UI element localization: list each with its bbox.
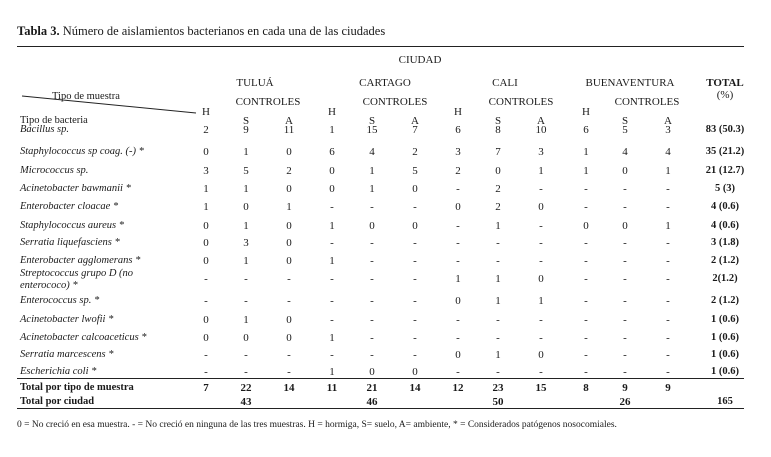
controles-tulua: CONTROLES xyxy=(235,96,301,108)
city-cali: CALI xyxy=(492,77,518,89)
table-cell: - xyxy=(370,201,374,213)
table-cell: - xyxy=(287,273,291,285)
row-total: 2 (1.2) xyxy=(711,295,739,306)
table-cell: - xyxy=(456,183,460,195)
footnote: 0 = No creció en esa muestra. - = No creció en ninguna de las tres muestras. H = hormiga, S= suelo, A= ambiente, * = Considerados patógenos nosocomiales. xyxy=(17,420,617,430)
table-cell: - xyxy=(666,237,670,249)
controles-buenaventura: CONTROLES xyxy=(614,96,680,108)
table-cell: - xyxy=(623,201,627,213)
row-total: 1 (0.6) xyxy=(711,349,739,360)
row-total: 1 (0.6) xyxy=(711,314,739,325)
row-label: Micrococcus sp. xyxy=(20,165,89,176)
table-cell: 7 xyxy=(412,124,418,136)
table-cell: 4 xyxy=(369,146,375,158)
table-cell: - xyxy=(623,237,627,249)
table-cell: - xyxy=(370,255,374,267)
row-total: 83 (50.3) xyxy=(705,124,745,135)
table-cell: 9 xyxy=(243,124,249,136)
sample-total-cell: 12 xyxy=(452,382,464,394)
table-cell: 1 xyxy=(369,183,375,195)
table-cell: 5 xyxy=(622,124,628,136)
table-cell: - xyxy=(330,349,334,361)
row-label: Bacillus sp. xyxy=(20,124,69,135)
table-cell: 3 xyxy=(203,165,209,177)
table-cell: 0 xyxy=(286,332,292,344)
corner-sample-type: Tipo de muestra xyxy=(52,91,120,102)
table-cell: 0 xyxy=(203,332,209,344)
table-cell: - xyxy=(623,255,627,267)
table-cell: - xyxy=(623,332,627,344)
table-cell: - xyxy=(623,183,627,195)
table-cell: - xyxy=(584,255,588,267)
table-cell: 0 xyxy=(622,220,628,232)
table-cell: 0 xyxy=(455,201,461,213)
buenaventura-a: A xyxy=(664,115,672,127)
table-cell: 0 xyxy=(495,165,501,177)
table-cell: 1 xyxy=(286,201,292,213)
table-cell: - xyxy=(287,295,291,307)
row-total: 1 (0.6) xyxy=(711,366,739,377)
city-total-cell: 43 xyxy=(240,396,252,408)
table-cell: 1 xyxy=(243,183,249,195)
table-cell: - xyxy=(244,273,248,285)
sample-total-cell: 15 xyxy=(535,382,547,394)
row-total: 4 (0.6) xyxy=(711,201,739,212)
table-cell: - xyxy=(244,295,248,307)
sample-total-cell: 14 xyxy=(283,382,295,394)
table-cell: 1 xyxy=(203,183,209,195)
cartago-s: S xyxy=(368,115,376,127)
table-cell: 4 xyxy=(665,146,671,158)
table-cell: 2 xyxy=(203,124,209,136)
table-cell: - xyxy=(413,201,417,213)
table-cell: - xyxy=(584,273,588,285)
table-cell: 10 xyxy=(535,124,547,136)
table-cell: 1 xyxy=(243,314,249,326)
total-header: TOTAL xyxy=(706,77,744,89)
table-cell: 0 xyxy=(203,314,209,326)
table-cell: - xyxy=(666,366,670,378)
table-cell: 0 xyxy=(369,366,375,378)
table-cell: 1 xyxy=(583,165,589,177)
table-cell: - xyxy=(496,332,500,344)
table-cell: 1 xyxy=(538,295,544,307)
table-cell: 1 xyxy=(665,220,671,232)
table-cell: - xyxy=(666,349,670,361)
table-cell: 0 xyxy=(203,255,209,267)
table-cell: 1 xyxy=(495,295,501,307)
table-cell: - xyxy=(539,366,543,378)
controles-cartago: CONTROLES xyxy=(362,96,428,108)
table-cell: 0 xyxy=(538,349,544,361)
city-cartago: CARTAGO xyxy=(359,77,411,89)
table-cell: 1 xyxy=(455,273,461,285)
table-cell: 4 xyxy=(622,146,628,158)
table-cell: 0 xyxy=(286,220,292,232)
table-cell: 15 xyxy=(366,124,378,136)
table-cell: 1 xyxy=(583,146,589,158)
table-cell: 1 xyxy=(243,255,249,267)
table-cell: 0 xyxy=(286,146,292,158)
table-cell: 1 xyxy=(329,366,335,378)
table-cell: 1 xyxy=(243,220,249,232)
table-cell: 0 xyxy=(243,201,249,213)
cartago-h: H xyxy=(328,106,336,118)
table-cell: - xyxy=(370,273,374,285)
corner-bacteria-type: Tipo de bacteria xyxy=(20,115,88,126)
row-label: Serratia marcescens * xyxy=(20,349,114,360)
table-cell: - xyxy=(584,295,588,307)
ciudad-header: CIUDAD xyxy=(398,54,442,66)
table-cell: - xyxy=(623,314,627,326)
table-cell: - xyxy=(204,295,208,307)
tulua-a: A xyxy=(285,115,293,127)
table-cell: 1 xyxy=(538,165,544,177)
table-cell: 0 xyxy=(286,237,292,249)
table-cell: - xyxy=(204,273,208,285)
row-total: 5 (3) xyxy=(714,183,736,194)
table-cell: - xyxy=(456,366,460,378)
table-cell: - xyxy=(413,237,417,249)
table-cell: 7 xyxy=(495,146,501,158)
sample-total-cell: 21 xyxy=(366,382,378,394)
sample-total-cell: 7 xyxy=(203,382,209,394)
table-cell: 0 xyxy=(412,366,418,378)
table-cell: - xyxy=(584,332,588,344)
table-cell: - xyxy=(244,366,248,378)
table-cell: 0 xyxy=(622,165,628,177)
table-cell: - xyxy=(204,366,208,378)
table-cell: 3 xyxy=(455,146,461,158)
row-label: Escherichia coli * xyxy=(20,366,97,377)
table-cell: - xyxy=(623,273,627,285)
buenaventura-s: S xyxy=(621,115,629,127)
table-cell: - xyxy=(496,237,500,249)
table-cell: - xyxy=(413,255,417,267)
table-cell: 6 xyxy=(455,124,461,136)
table-cell: - xyxy=(330,295,334,307)
table-cell: 5 xyxy=(412,165,418,177)
table-cell: - xyxy=(413,332,417,344)
city-buenaventura: BUENAVENTURA xyxy=(585,77,675,89)
table-cell: 5 xyxy=(243,165,249,177)
table-cell: 0 xyxy=(286,183,292,195)
table-cell: - xyxy=(539,220,543,232)
table-cell: - xyxy=(370,295,374,307)
total-percent-header: (%) xyxy=(716,89,734,101)
row-total: 4 (0.6) xyxy=(711,220,739,231)
table-cell: - xyxy=(413,273,417,285)
table-cell: 8 xyxy=(495,124,501,136)
table-cell: - xyxy=(539,332,543,344)
row-label: Streptococcus grupo D (no enterococo) * xyxy=(20,268,134,291)
table-cell: - xyxy=(666,201,670,213)
sample-total-cell: 14 xyxy=(409,382,421,394)
table-cell: 0 xyxy=(243,332,249,344)
table-cell: 1 xyxy=(665,165,671,177)
caption-text: Número de aislamientos bacterianos en cada una de las ciudades xyxy=(62,24,386,38)
table-cell: 0 xyxy=(203,146,209,158)
table-cell: - xyxy=(584,349,588,361)
row-label: Acinetobacter bawmanii * xyxy=(20,183,131,194)
table-cell: 0 xyxy=(538,273,544,285)
sample-total-cell: 22 xyxy=(240,382,252,394)
table-cell: - xyxy=(539,183,543,195)
table-cell: - xyxy=(456,332,460,344)
table-cell: 2 xyxy=(495,201,501,213)
sample-total-cell: 11 xyxy=(326,382,338,394)
caption-label: Tabla 3. xyxy=(17,24,60,38)
table-cell: - xyxy=(456,255,460,267)
sample-total-cell: 8 xyxy=(583,382,589,394)
row-total: 35 (21.2) xyxy=(705,146,745,157)
table-cell: - xyxy=(244,349,248,361)
table-cell: - xyxy=(413,349,417,361)
table-cell: - xyxy=(584,183,588,195)
row-total: 21 (12.7) xyxy=(705,165,745,176)
table-cell: 1 xyxy=(329,220,335,232)
table-cell: - xyxy=(666,332,670,344)
table-cell: 0 xyxy=(286,314,292,326)
table-cell: - xyxy=(666,255,670,267)
table-cell: 0 xyxy=(203,237,209,249)
table-cell: - xyxy=(330,201,334,213)
city-tulua: TULUÁ xyxy=(236,77,274,89)
cali-s: S xyxy=(494,115,502,127)
sample-total-cell: 23 xyxy=(492,382,504,394)
table-cell: 0 xyxy=(412,183,418,195)
table-cell: - xyxy=(287,349,291,361)
table-cell: 2 xyxy=(455,165,461,177)
table-cell: - xyxy=(623,349,627,361)
row-label: Staphylococcus aureus * xyxy=(20,220,125,231)
controles-cali: CONTROLES xyxy=(488,96,554,108)
table-cell: - xyxy=(666,314,670,326)
table-cell: 0 xyxy=(329,165,335,177)
table-cell: - xyxy=(413,314,417,326)
table-cell: - xyxy=(204,349,208,361)
table-cell: - xyxy=(287,366,291,378)
table-cell: - xyxy=(370,237,374,249)
city-total-cell: 46 xyxy=(366,396,378,408)
table-cell: - xyxy=(539,255,543,267)
table-cell: - xyxy=(370,332,374,344)
table-cell: - xyxy=(666,183,670,195)
sample-total-cell: 9 xyxy=(665,382,671,394)
row-total: 3 (1.8) xyxy=(711,237,739,248)
buenaventura-h: H xyxy=(582,106,590,118)
total-by-city-label: Total por ciudad xyxy=(20,396,95,407)
city-total-cell: 50 xyxy=(492,396,504,408)
table-cell: 0 xyxy=(286,255,292,267)
table-cell: - xyxy=(330,237,334,249)
table-cell: - xyxy=(456,314,460,326)
cali-a: A xyxy=(537,115,545,127)
table-cell: 0 xyxy=(329,183,335,195)
sample-total-cell: 9 xyxy=(622,382,628,394)
tulua-h: H xyxy=(202,106,210,118)
table-cell: - xyxy=(584,366,588,378)
table-cell: - xyxy=(623,295,627,307)
row-label: Serratia liquefasciens * xyxy=(20,237,120,248)
table-cell: 0 xyxy=(412,220,418,232)
table-cell: 6 xyxy=(329,146,335,158)
table-cell: 1 xyxy=(369,165,375,177)
tulua-s: S xyxy=(242,115,250,127)
table-cell: - xyxy=(539,237,543,249)
row-total: 2(1.2) xyxy=(712,273,738,284)
row-label: Enterobacter cloacae * xyxy=(20,201,119,212)
table-cell: - xyxy=(539,314,543,326)
table-cell: 1 xyxy=(495,220,501,232)
table-cell: 1 xyxy=(329,332,335,344)
table-cell: 0 xyxy=(583,220,589,232)
table-cell: 1 xyxy=(243,146,249,158)
table-cell: - xyxy=(330,273,334,285)
table-cell: 1 xyxy=(329,124,335,136)
table-cell: - xyxy=(496,255,500,267)
row-label: Enterobacter agglomerans * xyxy=(20,255,141,266)
table-cell: - xyxy=(666,273,670,285)
table-cell: 1 xyxy=(495,349,501,361)
row-label: Acinetobacter calcoaceticus * xyxy=(20,332,147,343)
table-cell: - xyxy=(413,295,417,307)
table-cell: 1 xyxy=(495,273,501,285)
table-cell: - xyxy=(496,366,500,378)
table-cell: - xyxy=(584,314,588,326)
table-cell: 0 xyxy=(455,349,461,361)
grand-total: 165 xyxy=(717,396,733,407)
city-total-cell: 26 xyxy=(619,396,631,408)
table-cell: 0 xyxy=(203,220,209,232)
table-cell: - xyxy=(623,366,627,378)
table-cell: - xyxy=(456,237,460,249)
row-label: Acinetobacter lwofii * xyxy=(20,314,114,325)
row-label: Enterococcus sp. * xyxy=(20,295,100,306)
table-cell: - xyxy=(330,314,334,326)
table-cell: 3 xyxy=(243,237,249,249)
cali-h: H xyxy=(454,106,462,118)
table-cell: 6 xyxy=(583,124,589,136)
table-cell: - xyxy=(370,314,374,326)
table-cell: 2 xyxy=(412,146,418,158)
table-cell: - xyxy=(456,220,460,232)
table-cell: 3 xyxy=(665,124,671,136)
table-cell: - xyxy=(584,201,588,213)
table-cell: 1 xyxy=(203,201,209,213)
table-cell: - xyxy=(496,314,500,326)
row-total: 1 (0.6) xyxy=(711,332,739,343)
row-label: Staphylococcus sp coag. (-) * xyxy=(20,146,144,157)
total-by-sample-label: Total por tipo de muestra xyxy=(20,382,134,393)
table-cell: - xyxy=(584,237,588,249)
table-cell: 0 xyxy=(455,295,461,307)
table-cell: 1 xyxy=(329,255,335,267)
cartago-a: A xyxy=(411,115,419,127)
table-cell: 0 xyxy=(369,220,375,232)
table-cell: 0 xyxy=(538,201,544,213)
table-cell: - xyxy=(370,349,374,361)
table-cell: 11 xyxy=(283,124,295,136)
table-cell: 3 xyxy=(538,146,544,158)
table-cell: - xyxy=(666,295,670,307)
table-cell: 2 xyxy=(495,183,501,195)
row-total: 2 (1.2) xyxy=(711,255,739,266)
table-cell: 2 xyxy=(286,165,292,177)
